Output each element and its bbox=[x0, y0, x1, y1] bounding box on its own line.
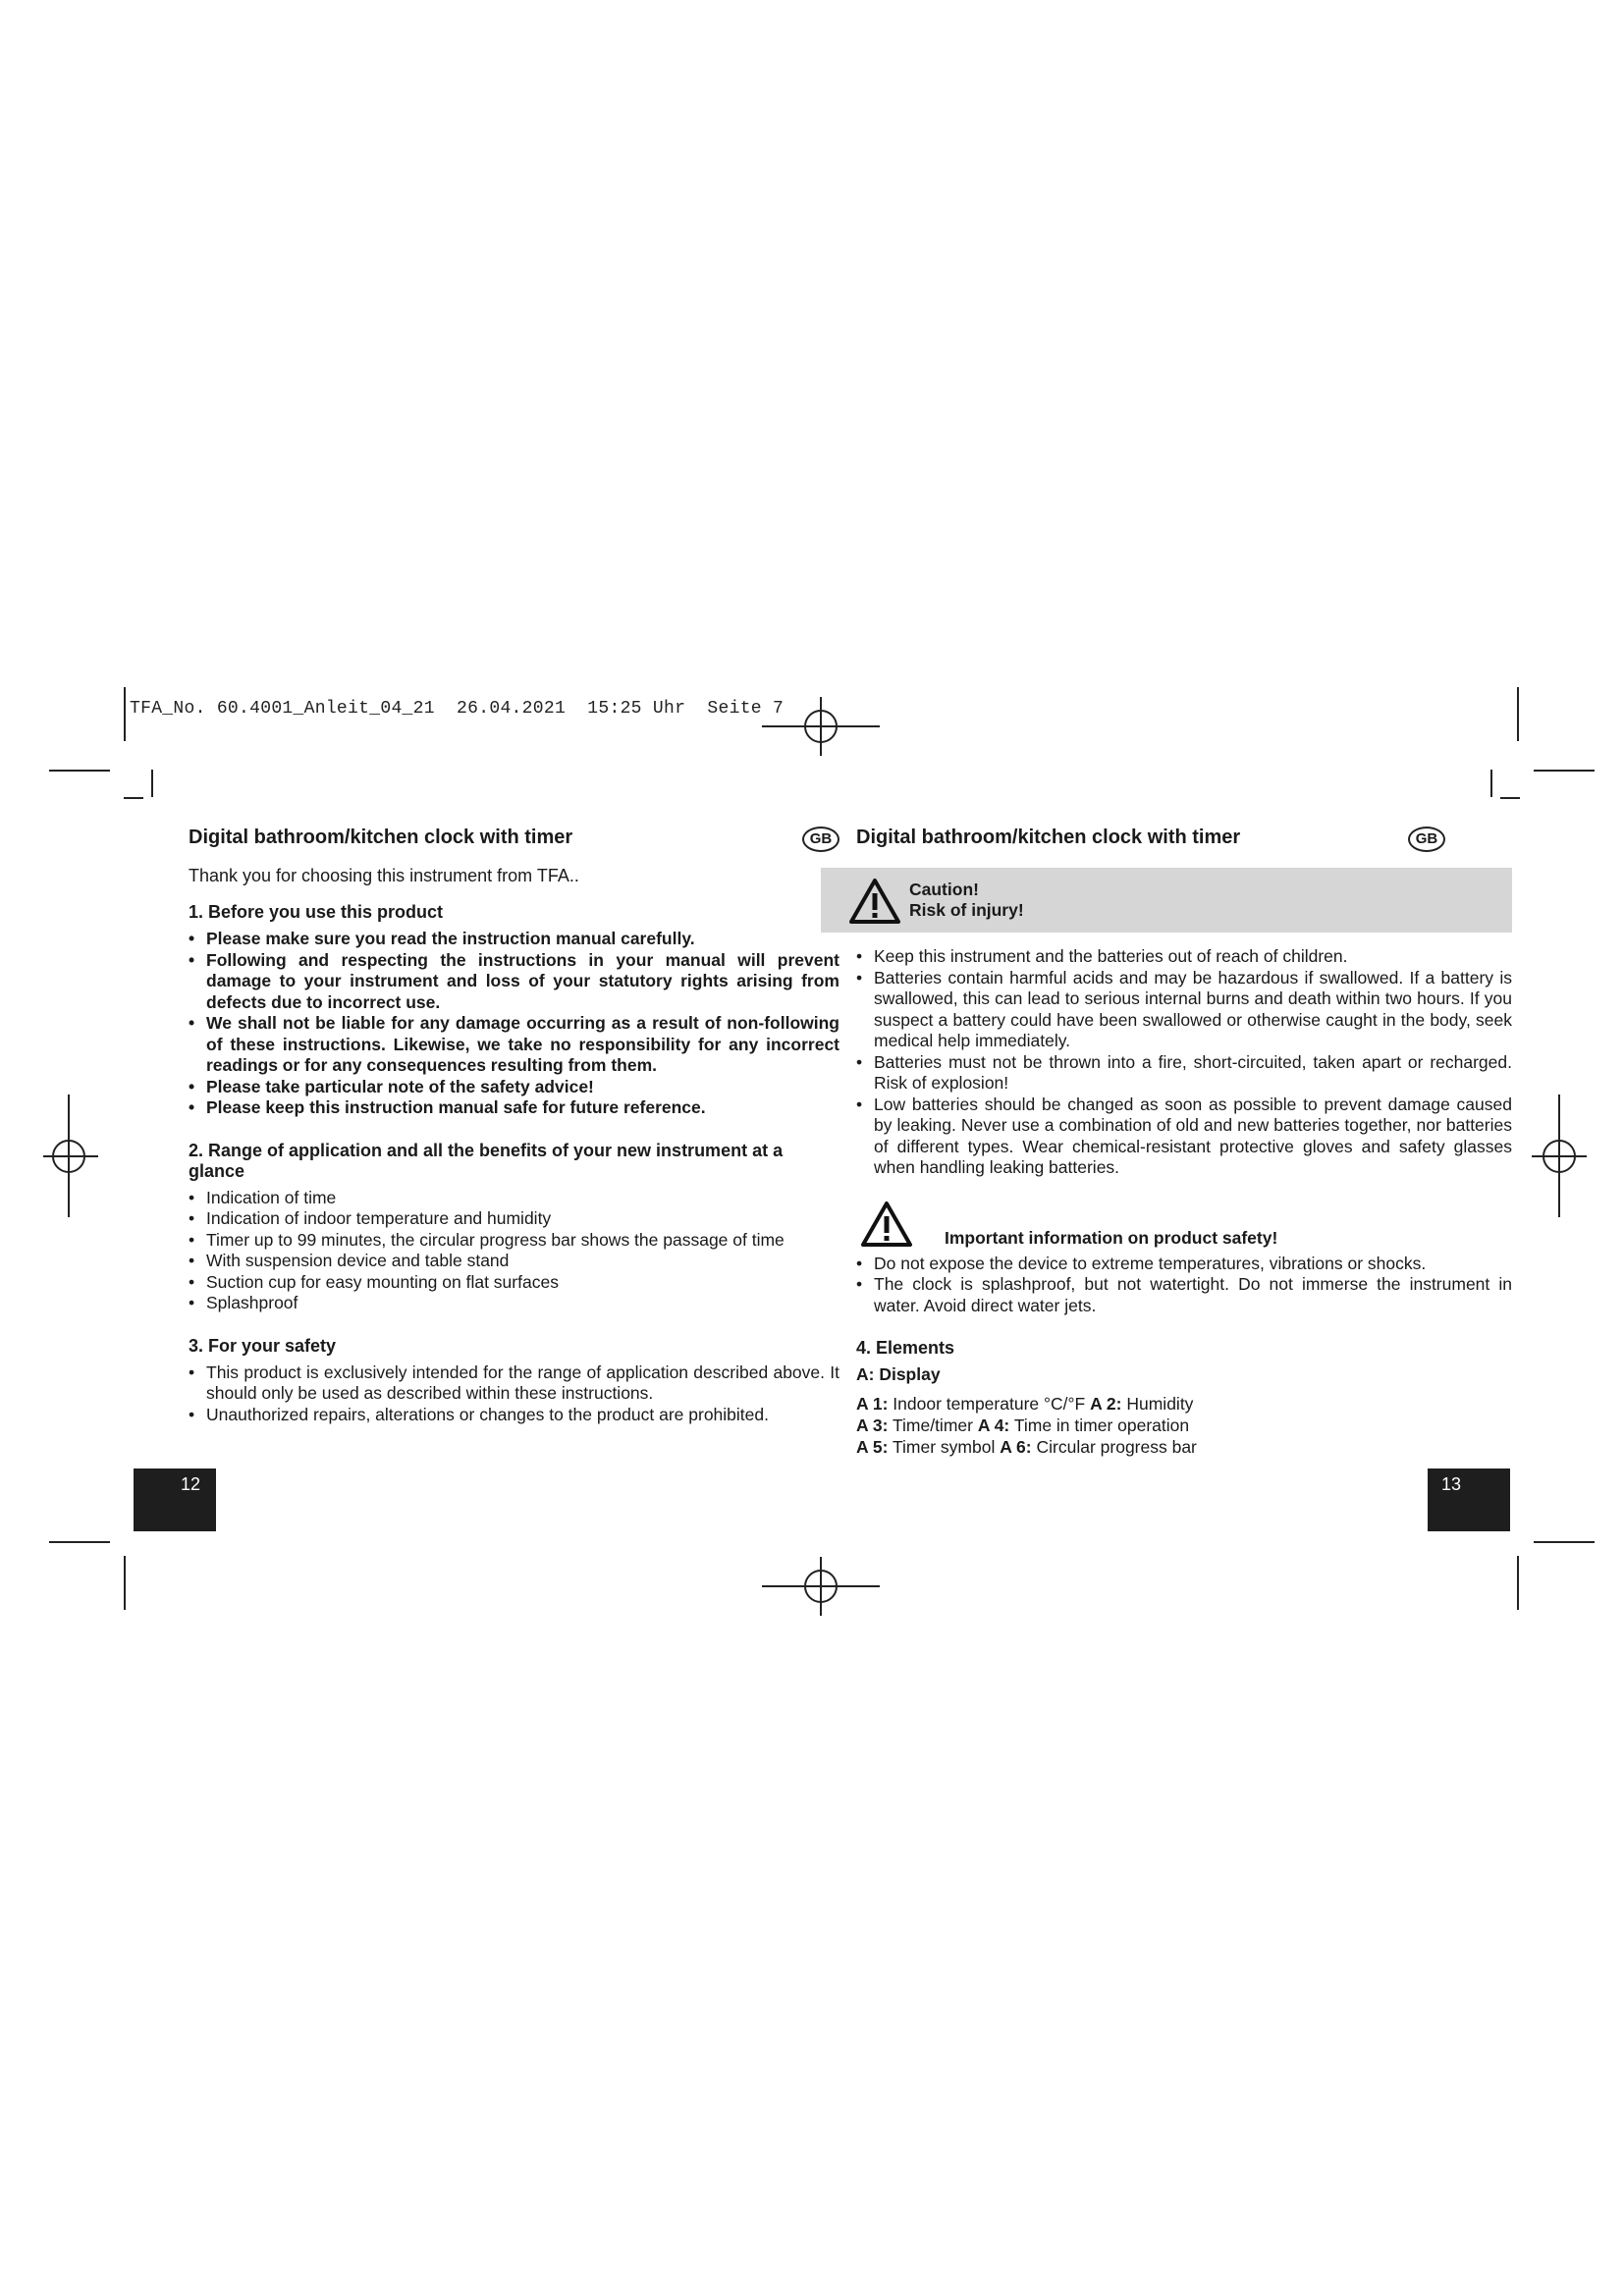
list-item: • We shall not be liable for any damage occurring as a result of non-following of these instructions. Likewise, we take no responsibility for any incorrect readings or for any consequences resulting from them. bbox=[189, 1013, 839, 1077]
page-title: Digital bathroom/kitchen clock with timer bbox=[189, 827, 573, 848]
list-item: • Timer up to 99 minutes, the circular progress bar shows the passage of time bbox=[189, 1230, 839, 1252]
section-heading: 1. Before you use this product bbox=[189, 902, 444, 922]
element-text: Humidity bbox=[1126, 1394, 1194, 1414]
warning-triangle-icon bbox=[848, 878, 901, 925]
element-text: Circular progress bar bbox=[1036, 1437, 1197, 1457]
section-1-list bbox=[189, 929, 839, 1119]
elements-line bbox=[856, 1415, 1512, 1436]
caution-title: Caution! bbox=[909, 880, 979, 899]
element-code: A 4: bbox=[977, 1415, 1010, 1435]
right-page-header bbox=[856, 827, 1512, 856]
right-page bbox=[856, 827, 1512, 1458]
page-number: 12 bbox=[181, 1474, 201, 1494]
list-item: • Following and respecting the instructions in your manual will prevent damage to your instrument and loss of your statutory rights arising from defects due to incorrect use. bbox=[189, 950, 839, 1014]
list-item: • Please make sure you read the instruction manual carefully. bbox=[189, 929, 839, 950]
element-code: A 6: bbox=[1000, 1437, 1032, 1457]
important-safety-block bbox=[856, 1195, 1512, 1254]
element-code: A 3: bbox=[856, 1415, 889, 1435]
intro-text: Thank you for choosing this instrument from TFA.. bbox=[189, 866, 579, 885]
page-number: 13 bbox=[1441, 1474, 1462, 1494]
elements-line bbox=[856, 1393, 1512, 1415]
section-3-list bbox=[189, 1362, 839, 1426]
list-item: • Indication of time bbox=[189, 1188, 839, 1209]
element-text: Time/timer bbox=[892, 1415, 973, 1435]
caution-list bbox=[856, 946, 1512, 1179]
print-slug: TFA_No. 60.4001_Anleit_04_21 26.04.2021 15:25 Uhr Seite 7 bbox=[130, 699, 785, 719]
element-code: A 5: bbox=[856, 1437, 889, 1457]
list-item: • With suspension device and table stand bbox=[189, 1251, 839, 1272]
section-heading: 3. For your safety bbox=[189, 1335, 337, 1356]
important-list bbox=[856, 1254, 1512, 1317]
left-page-header bbox=[189, 827, 839, 856]
list-item: • Suction cup for easy mounting on flat surfaces bbox=[189, 1272, 839, 1294]
language-badge: GB bbox=[1408, 827, 1445, 852]
list-item: • This product is exclusively intended for the range of application described above. It should only be used as described within these instructions. bbox=[189, 1362, 839, 1405]
element-text: Timer symbol bbox=[892, 1437, 996, 1457]
section-heading: 2. Range of application and all the benefits of your new instrument at a glance bbox=[189, 1140, 784, 1181]
section-2-list bbox=[189, 1188, 839, 1314]
caution-subtitle: Risk of injury! bbox=[909, 900, 1024, 920]
list-item: • Batteries contain harmful acids and may be hazardous if swallowed. If a battery is swallowed, this can lead to serious internal burns and death within two hours. If you suspect a battery could have been swallowed or otherwise caught in the body, seek medical help immediately. bbox=[856, 968, 1512, 1052]
list-item: • Please keep this instruction manual safe for future reference. bbox=[189, 1097, 839, 1119]
list-item: • Please take particular note of the safety advice! bbox=[189, 1077, 839, 1098]
element-code: A 1: bbox=[856, 1394, 889, 1414]
caution-text bbox=[909, 880, 1024, 921]
list-item: • Keep this instrument and the batteries out of reach of children. bbox=[856, 946, 1512, 968]
warning-triangle-icon bbox=[860, 1201, 913, 1248]
section-heading: 4. Elements bbox=[856, 1338, 955, 1358]
element-text: Time in timer operation bbox=[1013, 1415, 1190, 1435]
elements-line bbox=[856, 1436, 1512, 1458]
page-title: Digital bathroom/kitchen clock with timer bbox=[856, 827, 1241, 848]
list-item: • Do not expose the device to extreme temperatures, vibrations or shocks. bbox=[856, 1254, 1512, 1275]
element-text: Indoor temperature °C/°F bbox=[893, 1394, 1086, 1414]
language-badge: GB bbox=[802, 827, 839, 852]
list-item: • Indication of indoor temperature and humidity bbox=[189, 1208, 839, 1230]
list-item: • Splashproof bbox=[189, 1293, 839, 1314]
element-code: A 2: bbox=[1090, 1394, 1122, 1414]
list-item: • Batteries must not be thrown into a fire, short-circuited, taken apart or recharged. Risk of explosion! bbox=[856, 1052, 1512, 1095]
display-subheading: A: Display bbox=[856, 1364, 941, 1384]
list-item: • Unauthorized repairs, alterations or changes to the product are prohibited. bbox=[189, 1405, 839, 1426]
caution-banner bbox=[821, 868, 1512, 933]
list-item: • The clock is splashproof, but not watertight. Do not immerse the instrument in water. Avoid direct water jets. bbox=[856, 1274, 1512, 1316]
important-title: Important information on product safety! bbox=[945, 1227, 1278, 1248]
left-page bbox=[189, 827, 839, 1425]
list-item: • Low batteries should be changed as soon as possible to prevent damage caused by leaking. Never use a combination of old and new batteries together, nor batteries of different types. Wear chemical-resistant protective gloves and safety glasses when handling leaking batteries. bbox=[856, 1095, 1512, 1179]
page-number-box-left bbox=[134, 1468, 216, 1531]
page-number-box-right bbox=[1428, 1468, 1510, 1531]
